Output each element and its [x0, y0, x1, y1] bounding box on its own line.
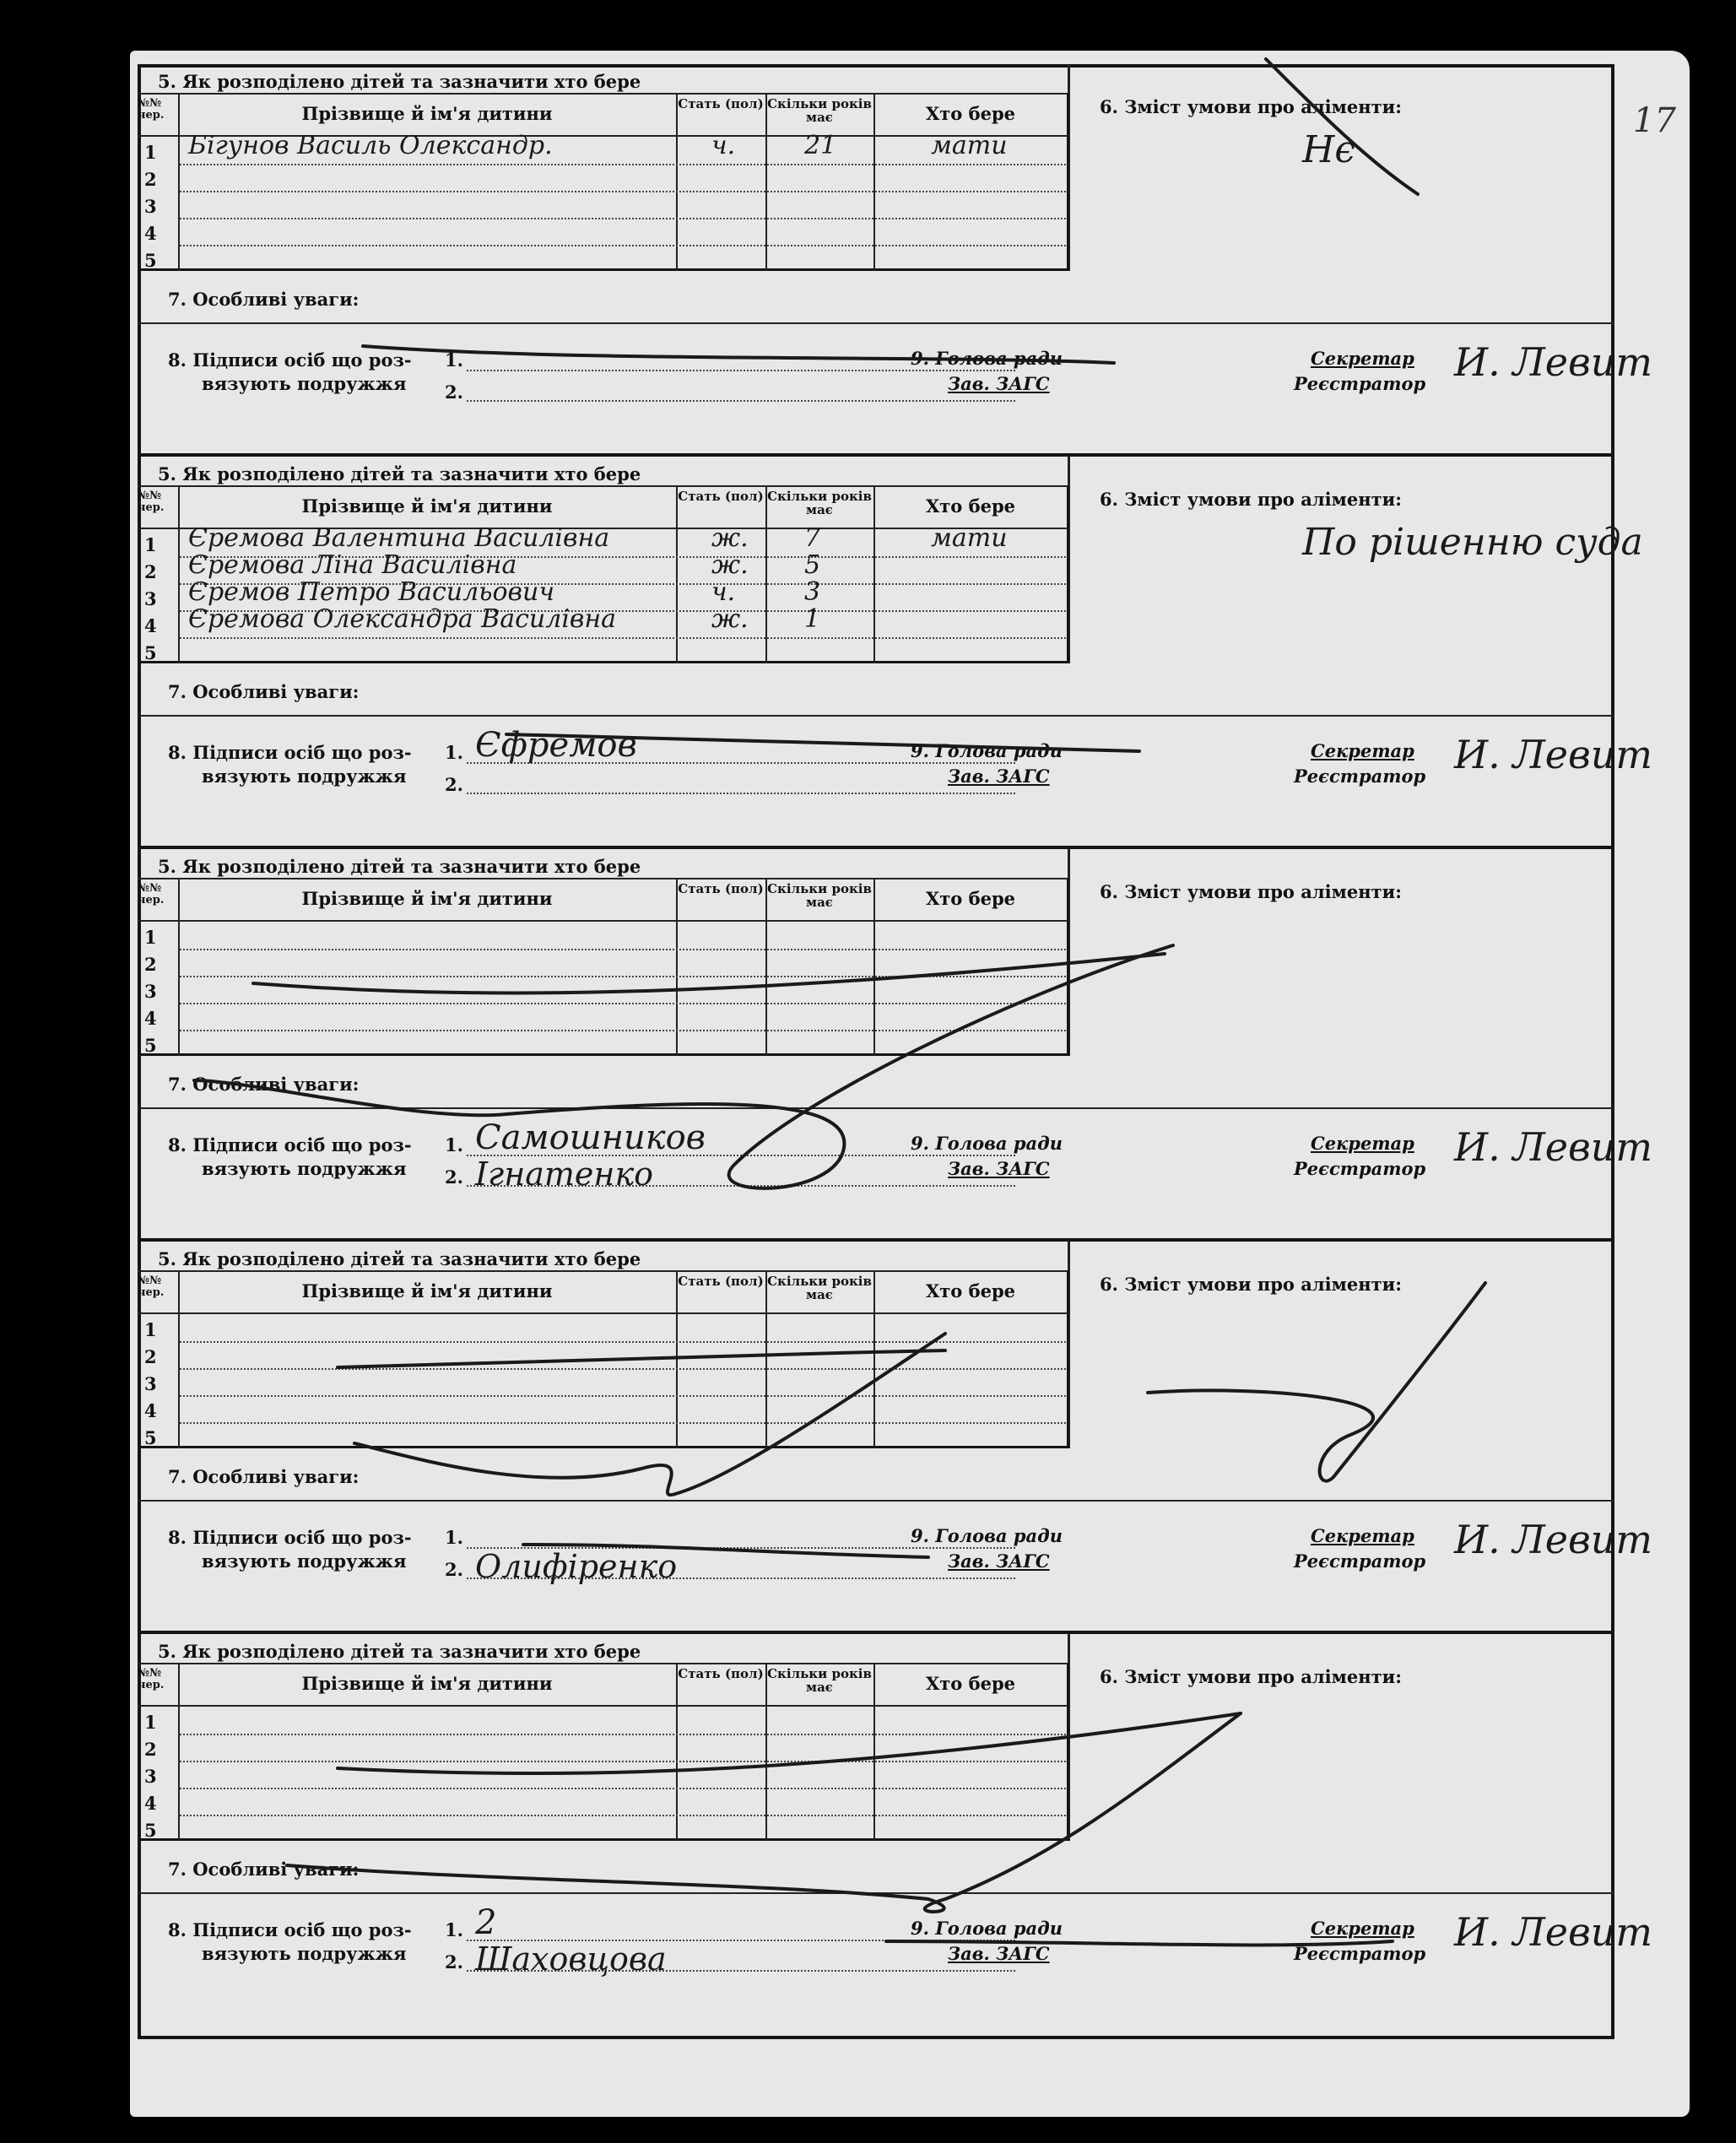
- child-name: Єремов Петро Васильович: [188, 577, 555, 607]
- row-number: 3: [144, 981, 157, 1002]
- sig2-label: 2.: [445, 774, 463, 795]
- row-number: 4: [144, 1793, 157, 1814]
- alimony-heading: 6. Зміст умови про аліменти:: [1100, 1274, 1402, 1295]
- signatures-label: 8. Підписи осіб що роз-: [168, 1527, 412, 1548]
- header-col-who: Хто бере: [925, 888, 1016, 909]
- registrar-label: Реєстратор: [1294, 1943, 1426, 1964]
- children-heading: 5. Як розподілено дітей та зазначити хто бере: [158, 856, 641, 877]
- signatures-label-2: вязують подружжя: [202, 766, 407, 787]
- row-number: 3: [144, 1766, 157, 1787]
- header-col-num: №№ чер.: [138, 97, 165, 122]
- registrar-label: Реєстратор: [1294, 766, 1426, 787]
- registrar-label: Реєстратор: [1294, 1550, 1426, 1572]
- remarks-label: 7. Особливі уваги:: [168, 1466, 360, 1487]
- child-age: 7: [804, 523, 821, 553]
- sig1-label: 1.: [445, 1919, 463, 1940]
- dash-stroke: [338, 1713, 1241, 1773]
- header-col-sex: Стать (пол): [678, 96, 764, 111]
- page-number: 17: [1633, 101, 1676, 140]
- alimony-stroke: [1148, 1283, 1485, 1481]
- secretary-label: Секретар: [1311, 1525, 1414, 1546]
- signature-1: Єфремов: [475, 726, 637, 765]
- row-number: 2: [144, 561, 157, 582]
- row-number: 4: [144, 223, 157, 244]
- sig2-label: 2.: [445, 1166, 463, 1188]
- child-name: Бігунов Василь Олександр.: [188, 131, 553, 160]
- child-sex: ж.: [711, 550, 749, 580]
- signatures-label: 8. Підписи осіб що роз-: [168, 1134, 412, 1155]
- sig2-label: 2.: [445, 1559, 463, 1580]
- signature-2: Олифіренко: [475, 1548, 678, 1585]
- child-name: Єремова Валентина Василівна: [188, 523, 610, 553]
- sig1-label: 1.: [445, 742, 463, 763]
- header-col-who: Хто бере: [925, 103, 1016, 124]
- row-number: 2: [144, 169, 157, 190]
- header-col-age: Скільки років має: [767, 489, 872, 517]
- zags-label: Зав. ЗАГС: [948, 766, 1050, 787]
- child-age: 5: [804, 550, 821, 580]
- registrar-label: Реєстратор: [1294, 1158, 1426, 1179]
- row-number: 4: [144, 615, 157, 636]
- child-sex: ж.: [711, 604, 749, 634]
- alimony-text: Нє: [1302, 128, 1356, 171]
- dash-stroke: [287, 1713, 1241, 1912]
- children-heading: 5. Як розподілено дітей та зазначити хто бере: [158, 71, 641, 92]
- signatures-label-2: вязують подружжя: [202, 1943, 407, 1964]
- remarks-stroke: [523, 1545, 928, 1557]
- header-col-name: Прізвище й ім'я дитини: [301, 1280, 553, 1301]
- zags-label: Зав. ЗАГС: [948, 1550, 1050, 1572]
- header-col-sex: Стать (пол): [678, 1274, 764, 1289]
- row-number: 1: [144, 1712, 157, 1733]
- row-number: 5: [144, 642, 157, 663]
- child-name: Єремова Олександра Василівна: [188, 604, 617, 634]
- signatures-label: 8. Підписи осіб що роз-: [168, 742, 412, 763]
- header-col-age: Скільки років має: [767, 881, 872, 910]
- header-col-age: Скільки років має: [767, 1666, 872, 1695]
- signatures-label: 8. Підписи осіб що роз-: [168, 1919, 412, 1940]
- header-col-name: Прізвище й ім'я дитини: [301, 103, 553, 124]
- header-col-sex: Стать (пол): [678, 881, 764, 896]
- head-label: 9. Голова ради: [911, 348, 1063, 369]
- registrar-signature: И. Левит: [1454, 1909, 1652, 1955]
- remarks-label: 7. Особливі уваги:: [168, 681, 360, 702]
- child-age: 3: [804, 577, 821, 607]
- remarks-stroke: [506, 734, 1139, 751]
- header-col-num: №№ чер.: [138, 1274, 165, 1299]
- children-heading: 5. Як розподілено дітей та зазначити хто бере: [158, 1248, 641, 1269]
- row-number: 5: [144, 1820, 157, 1841]
- child-sex: ч.: [711, 577, 736, 607]
- header-col-who: Хто бере: [925, 1673, 1016, 1694]
- zags-label: Зав. ЗАГС: [948, 1158, 1050, 1179]
- alimony-text: По рішенню суда: [1302, 521, 1643, 564]
- secretary-label: Секретар: [1311, 1918, 1414, 1939]
- signature-2: Шаховцова: [475, 1940, 667, 1978]
- child-sex: ч.: [711, 131, 736, 160]
- alimony-heading: 6. Зміст умови про аліменти:: [1100, 489, 1402, 510]
- secretary-label: Секретар: [1311, 348, 1414, 369]
- sig2-label: 2.: [445, 382, 463, 403]
- header-col-age: Скільки років має: [767, 1274, 872, 1302]
- head-label: 9. Голова ради: [911, 1525, 1063, 1546]
- header-col-age: Скільки років має: [767, 96, 872, 125]
- header-col-sex: Стать (пол): [678, 1666, 764, 1681]
- zags-label: Зав. ЗАГС: [948, 373, 1050, 394]
- row-number: 1: [144, 534, 157, 555]
- secretary-label: Секретар: [1311, 740, 1414, 761]
- remarks-label: 7. Особливі уваги:: [168, 1859, 360, 1880]
- row-number: 5: [144, 250, 157, 271]
- header-col-num: №№ чер.: [138, 1667, 165, 1691]
- row-number: 5: [144, 1035, 157, 1056]
- row-number: 2: [144, 1346, 157, 1367]
- child-who: мати: [931, 523, 1008, 553]
- header-col-who: Хто бере: [925, 1280, 1016, 1301]
- header-col-who: Хто бере: [925, 495, 1016, 517]
- alimony-heading: 6. Зміст умови про аліменти:: [1100, 1666, 1402, 1687]
- head-label: 9. Голова ради: [911, 1918, 1063, 1939]
- header-col-num: №№ чер.: [138, 490, 165, 514]
- registrar-label: Реєстратор: [1294, 373, 1426, 394]
- row-number: 1: [144, 142, 157, 163]
- row-number: 3: [144, 588, 157, 609]
- row-number: 4: [144, 1400, 157, 1421]
- sig1-label: 1.: [445, 349, 463, 371]
- row-number: 2: [144, 954, 157, 975]
- remarks-label: 7. Особливі уваги:: [168, 1074, 360, 1095]
- alimony-heading: 6. Зміст умови про аліменти:: [1100, 881, 1402, 902]
- registrar-signature: И. Левит: [1454, 1124, 1652, 1170]
- sig1-label: 1.: [445, 1134, 463, 1155]
- child-sex: ж.: [711, 523, 749, 553]
- row-number: 3: [144, 1373, 157, 1394]
- alimony-stroke: [1266, 59, 1418, 194]
- row-number: 2: [144, 1739, 157, 1760]
- sig2-label: 2.: [445, 1951, 463, 1973]
- row-number: 1: [144, 927, 157, 948]
- registrar-signature: И. Левит: [1454, 339, 1652, 385]
- child-name: Єремова Ліна Василівна: [188, 550, 517, 580]
- child-who: мати: [931, 131, 1008, 160]
- registrar-signature: И. Левит: [1454, 1517, 1652, 1562]
- signatures-label-2: вязують подружжя: [202, 1158, 407, 1179]
- remarks-label: 7. Особливі уваги:: [168, 289, 360, 310]
- registrar-signature: И. Левит: [1454, 732, 1652, 777]
- children-heading: 5. Як розподілено дітей та зазначити хто бере: [158, 1641, 641, 1662]
- header-col-num: №№ чер.: [138, 882, 165, 906]
- header-col-name: Прізвище й ім'я дитини: [301, 495, 553, 517]
- signature-1: Самошников: [475, 1118, 706, 1157]
- row-number: 3: [144, 196, 157, 217]
- child-age: 1: [804, 604, 821, 634]
- signature-2: Ігнатенко: [475, 1155, 654, 1193]
- child-age: 21: [804, 131, 837, 160]
- head-label: 9. Голова ради: [911, 740, 1063, 761]
- signatures-label: 8. Підписи осіб що роз-: [168, 349, 412, 371]
- dash-stroke: [194, 945, 1173, 1193]
- children-heading: 5. Як розподілено дітей та зазначити хто бере: [158, 463, 641, 484]
- head-label: 9. Голова ради: [911, 1133, 1063, 1154]
- dash-stroke: [338, 1350, 945, 1367]
- row-number: 1: [144, 1319, 157, 1340]
- zags-label: Зав. ЗАГС: [948, 1943, 1050, 1964]
- sig1-label: 1.: [445, 1527, 463, 1548]
- header-col-name: Прізвище й ім'я дитини: [301, 888, 553, 909]
- signatures-label-2: вязують подружжя: [202, 373, 407, 394]
- row-number: 4: [144, 1008, 157, 1029]
- signature-1: 2: [475, 1903, 497, 1942]
- header-col-sex: Стать (пол): [678, 489, 764, 504]
- row-number: 5: [144, 1427, 157, 1448]
- secretary-label: Секретар: [1311, 1133, 1414, 1154]
- alimony-heading: 6. Зміст умови про аліменти:: [1100, 96, 1402, 117]
- dash-stroke: [253, 954, 1165, 993]
- remarks-stroke: [886, 1941, 1393, 1945]
- signatures-label-2: вязують подружжя: [202, 1550, 407, 1572]
- remarks-stroke: [363, 346, 1114, 363]
- header-col-name: Прізвище й ім'я дитини: [301, 1673, 553, 1694]
